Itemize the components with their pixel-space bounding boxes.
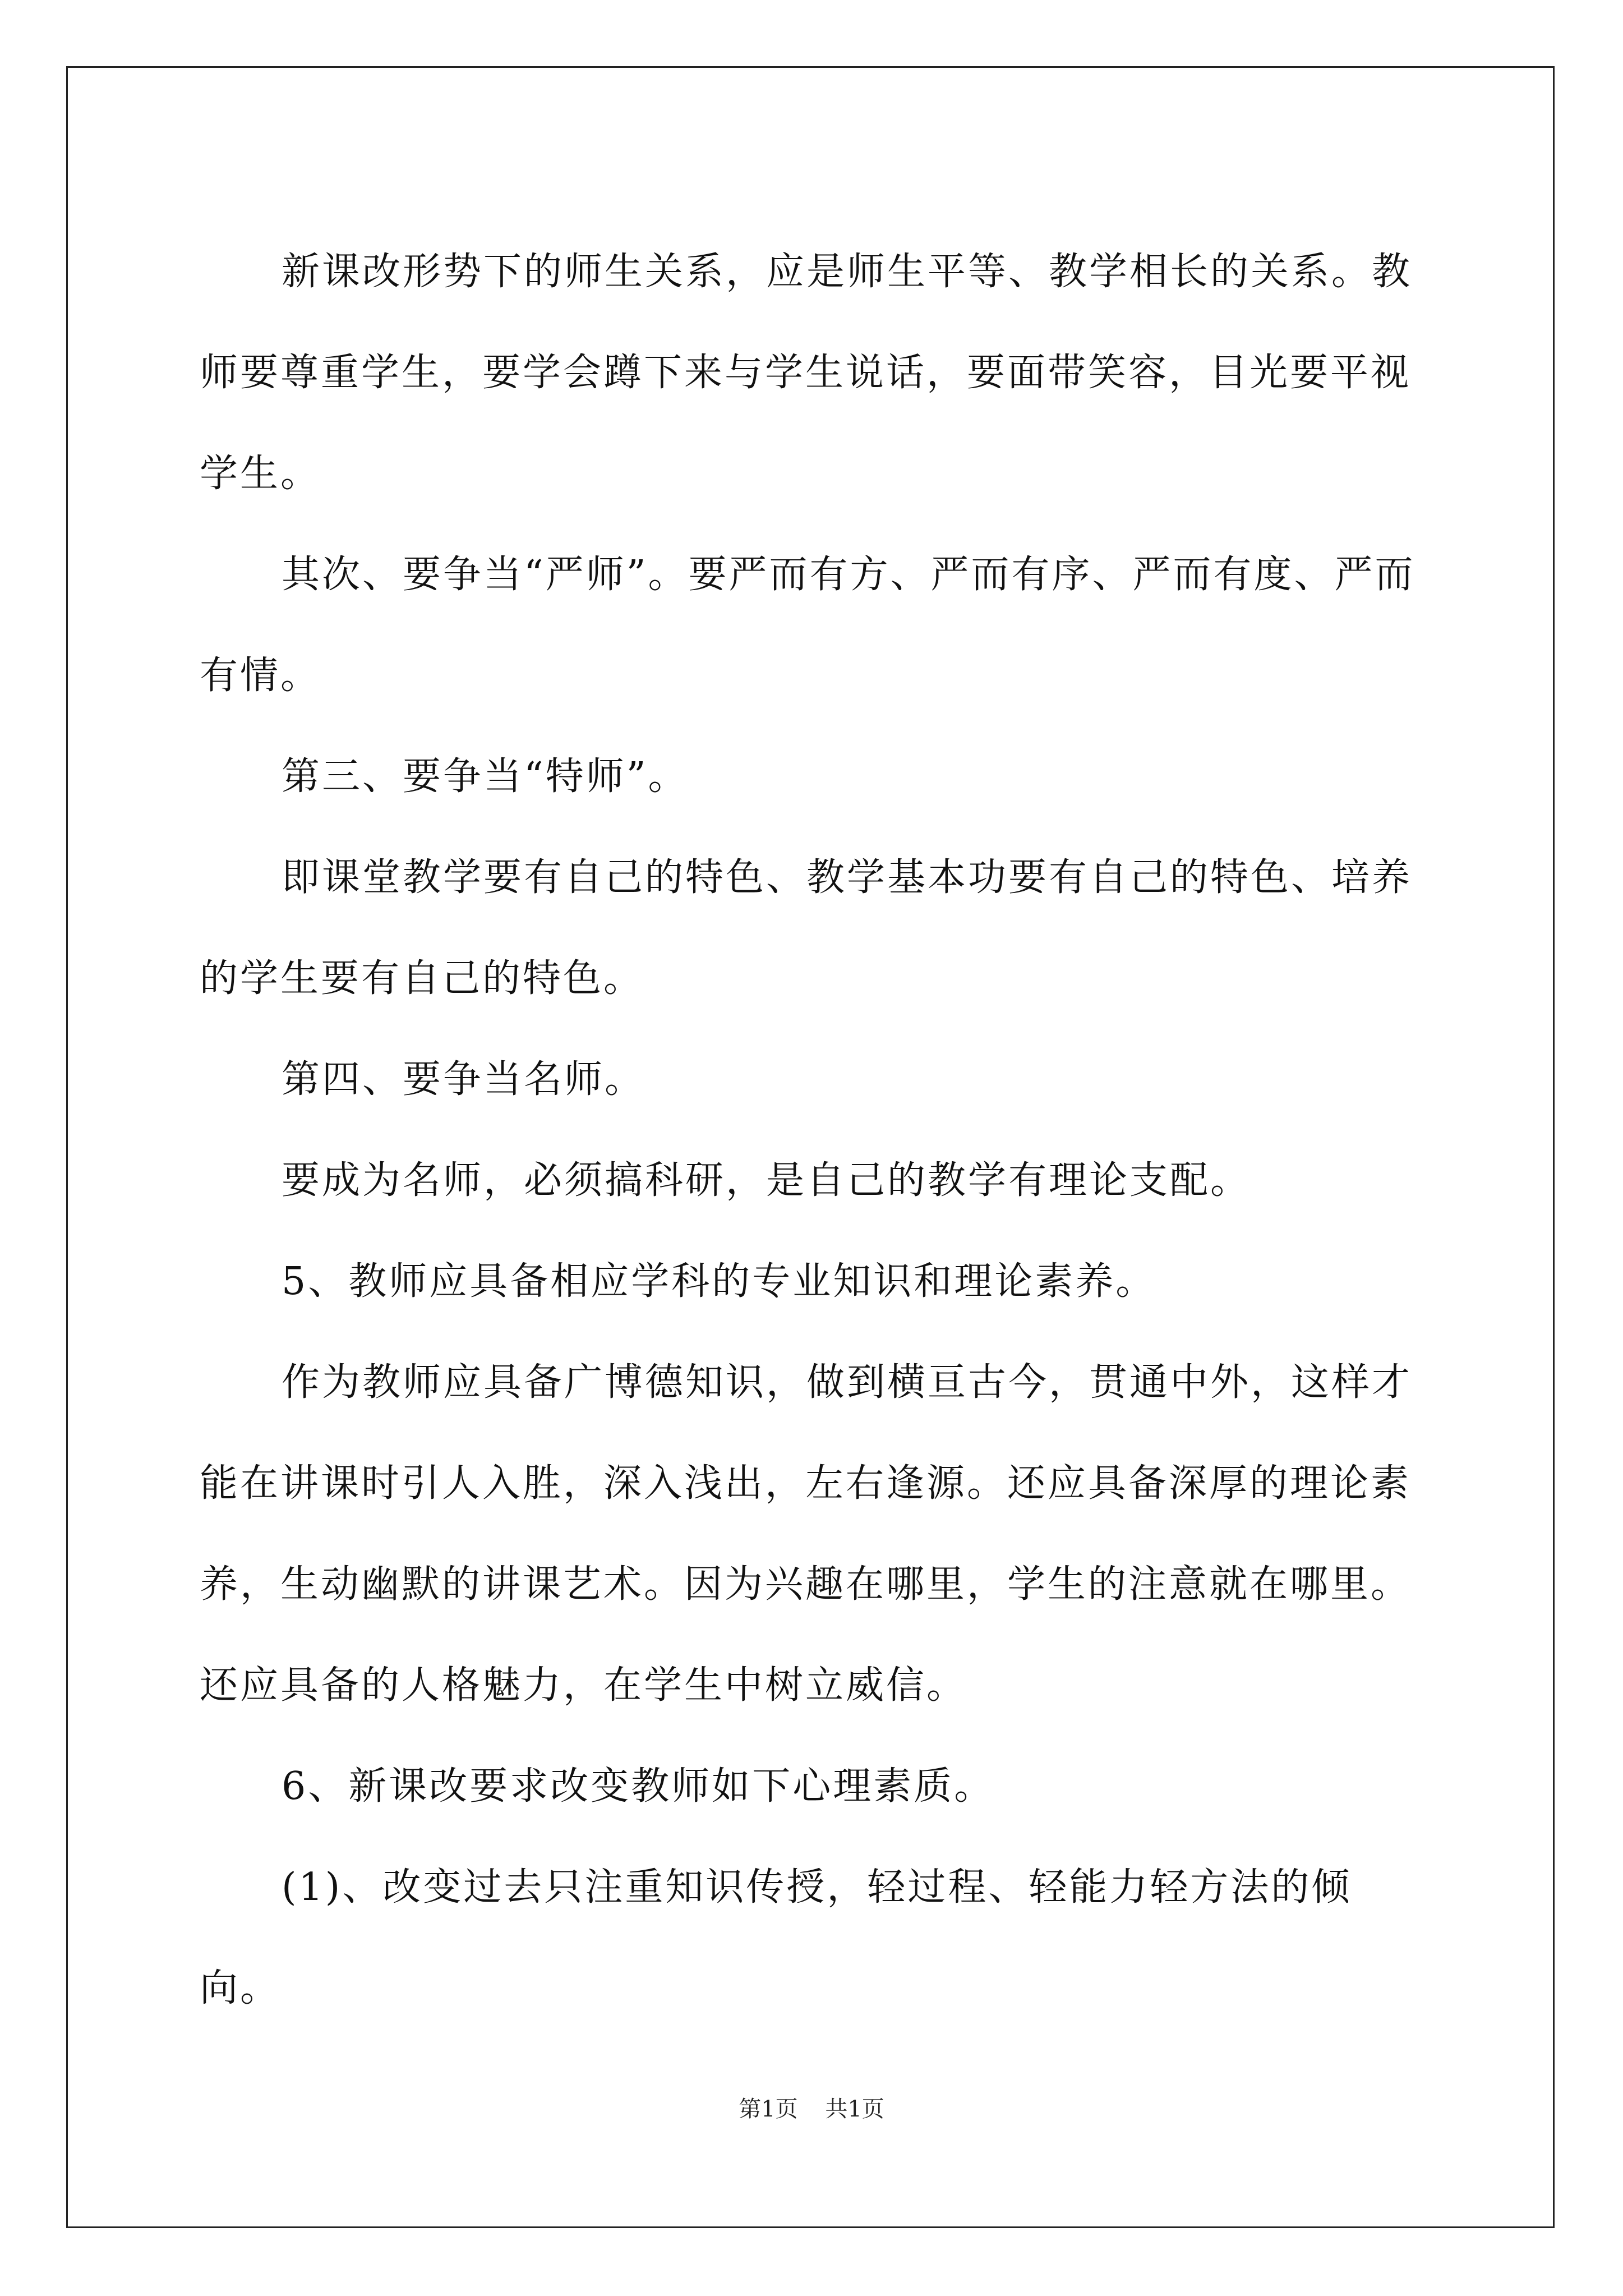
document-body xyxy=(200,222,1431,2039)
paragraph: 第三、要争当“特师”。 xyxy=(282,754,689,799)
paragraph: 其次、要争当“严师”。要严而有方、严而有序、严而有度、严而有情。 xyxy=(200,553,1415,698)
paragraph: 新课改形势下的师生关系，应是师生平等、教学相长的关系。教师要尊重学生，要学会蹲下来与学生说话，要面带笑容，目光要平视学生。 xyxy=(200,250,1413,496)
paragraph: (1)、改变过去只注重知识传授，轻过程、轻能力轻方法的倾向。 xyxy=(200,1865,1352,2010)
paragraph: 即课堂教学要有自己的特色、教学基本功要有自己的特色、培养的学生要有自己的特色。 xyxy=(200,855,1413,1001)
paragraph: 5、教师应具备相应学科的专业知识和理论素养。 xyxy=(282,1259,1156,1304)
paragraph: 6、新课改要求改变教师如下心理素质。 xyxy=(282,1764,995,1809)
paragraph: 要成为名师，必须搞科研，是自己的教学有理论支配。 xyxy=(282,1158,1251,1203)
paragraph: 第四、要争当名师。 xyxy=(282,1057,645,1102)
page-number: 第1页 xyxy=(739,2096,798,2122)
page-footer xyxy=(0,2091,1623,2123)
page-total: 共1页 xyxy=(825,2096,884,2122)
paragraph: 作为教师应具备广博德知识，做到横亘古今，贯通中外，这样才能在讲课时引人入胜，深入浅出，左右逢源。还应具备深厚的理论素养，生动幽默的讲课艺术。因为兴趣在哪里，学生的注意就在哪里。还应具备的人格魅力，在学生中树立威信。 xyxy=(200,1360,1413,1708)
